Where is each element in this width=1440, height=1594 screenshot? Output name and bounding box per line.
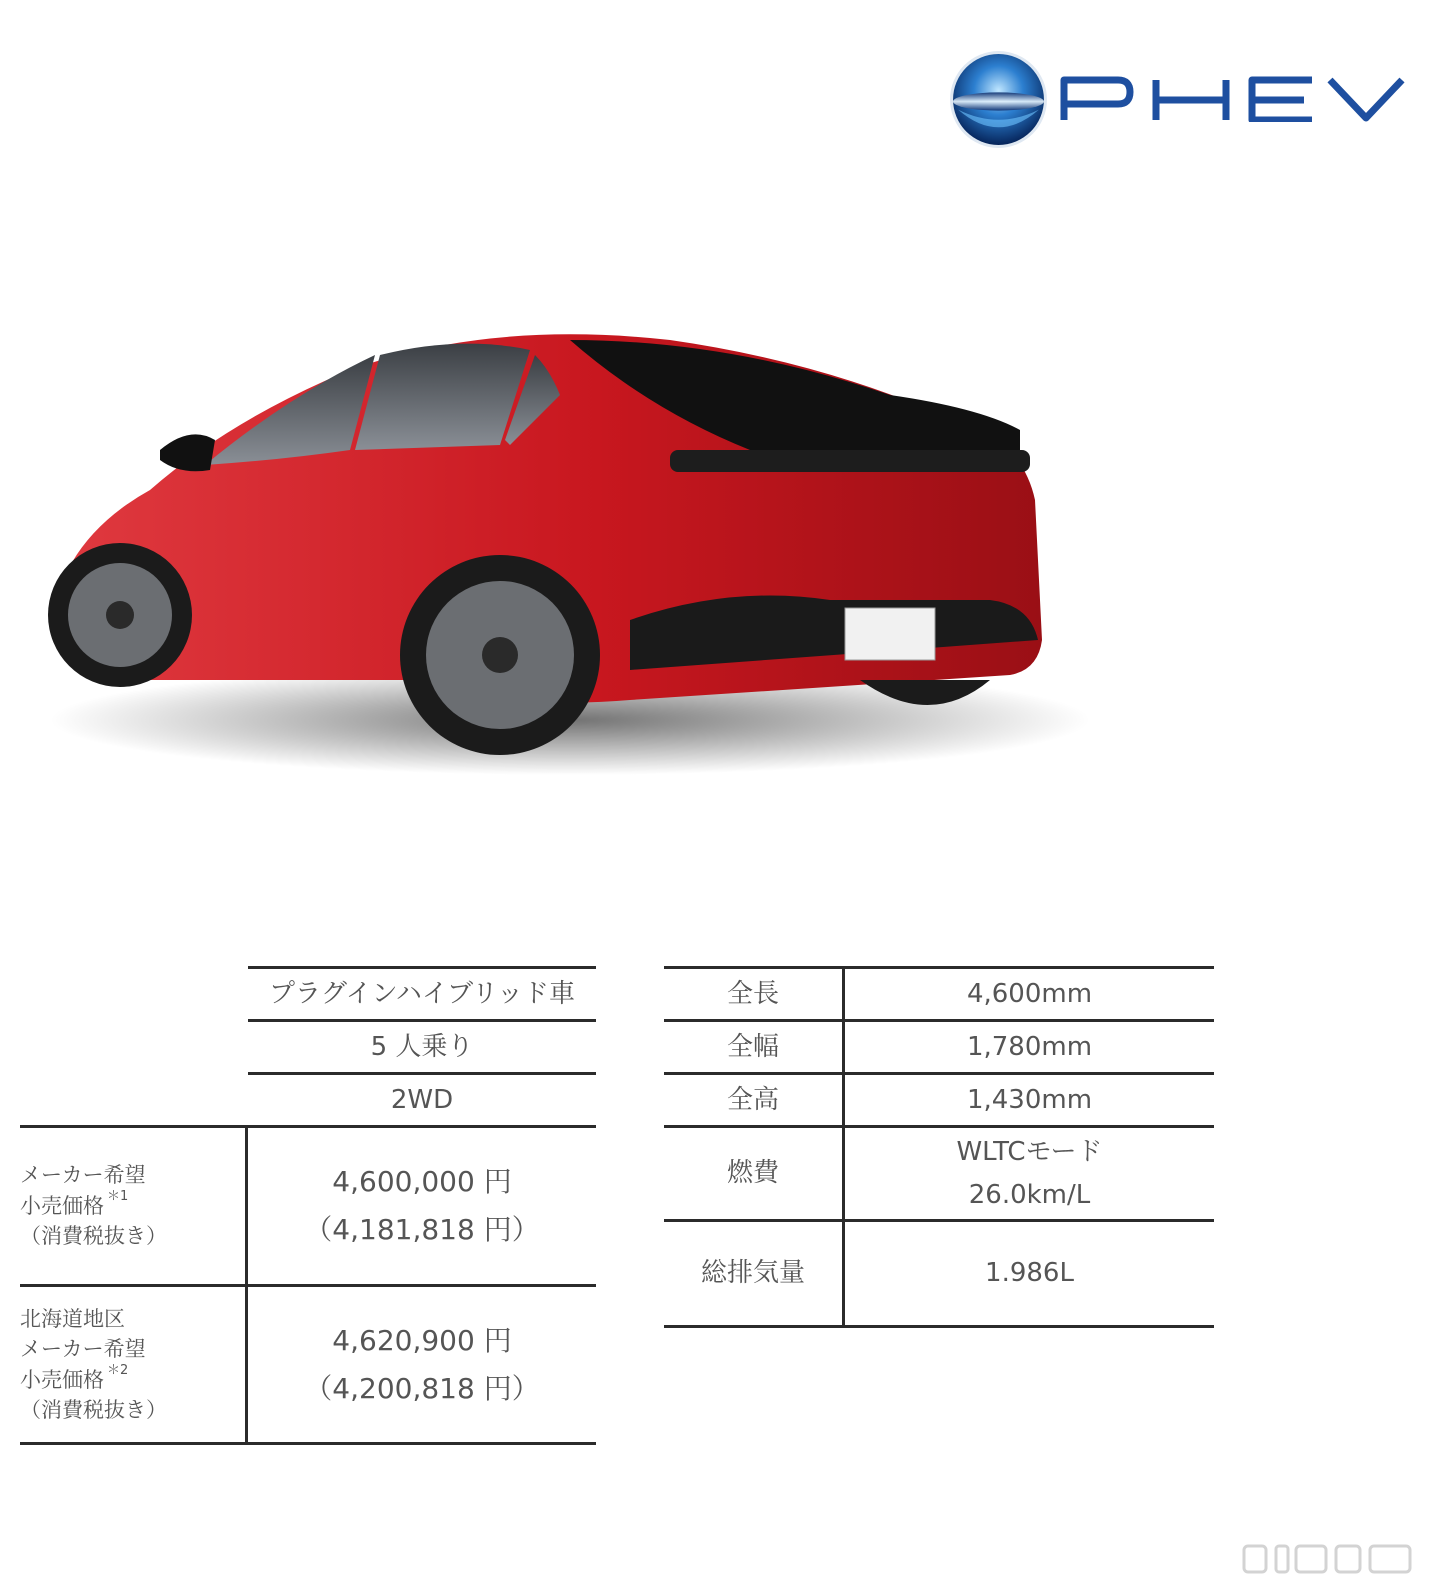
note-marker: ＊1 xyxy=(107,1188,129,1204)
fuel-mode: WLTCモード xyxy=(956,1136,1103,1167)
seating-capacity: 5 人乗り xyxy=(370,1031,474,1062)
watermark-icon xyxy=(1240,1540,1420,1580)
price-label-tail: （消費税抜き） xyxy=(20,1397,167,1422)
vehicle-type: プラグインハイブリッド車 xyxy=(268,978,576,1009)
spec-value-height: 1,430mm xyxy=(966,1084,1093,1115)
price-label-line: 北海道地区 xyxy=(20,1306,125,1331)
spec-value-fuel-economy xyxy=(845,1128,1214,1219)
price-ex-tax: （4,200,818 円） xyxy=(304,1371,540,1405)
price-ex-tax: （4,181,818 円） xyxy=(304,1213,540,1246)
drive-type: 2WD xyxy=(390,1084,454,1115)
price-label-line: 小売価格 $^{*2}$ xyxy=(20,1362,129,1392)
price: 4,620,900 円 xyxy=(332,1323,512,1357)
spec-label-height: 全高 xyxy=(726,1084,779,1115)
price-label-line: メーカー希望 xyxy=(20,1337,146,1362)
spec-label-width: 全幅 xyxy=(726,1031,779,1062)
fuel-value: 26.0km/L xyxy=(968,1179,1091,1210)
price-label-line: 小売価格 $^{*1}$ xyxy=(20,1188,129,1218)
price: 4,600,000 円 xyxy=(332,1165,512,1199)
spec-value-displacement: 1.986L xyxy=(985,1258,1074,1289)
phev-logo-text: PHEV xyxy=(1060,76,1063,77)
note-marker: ＊2 xyxy=(107,1362,129,1378)
spec-value-length: 4,600mm xyxy=(966,978,1093,1009)
price-label-tail: （消費税抜き） xyxy=(20,1224,167,1249)
spec-label-length: 全長 xyxy=(726,978,779,1009)
spec-label-displacement: 総排気量 xyxy=(700,1258,805,1289)
spec-value-width: 1,780mm xyxy=(966,1031,1093,1062)
price-label-line: メーカー希望 xyxy=(20,1163,146,1188)
spec-label-fuel-economy: 燃費 xyxy=(726,1158,779,1189)
rule xyxy=(664,1325,1214,1328)
